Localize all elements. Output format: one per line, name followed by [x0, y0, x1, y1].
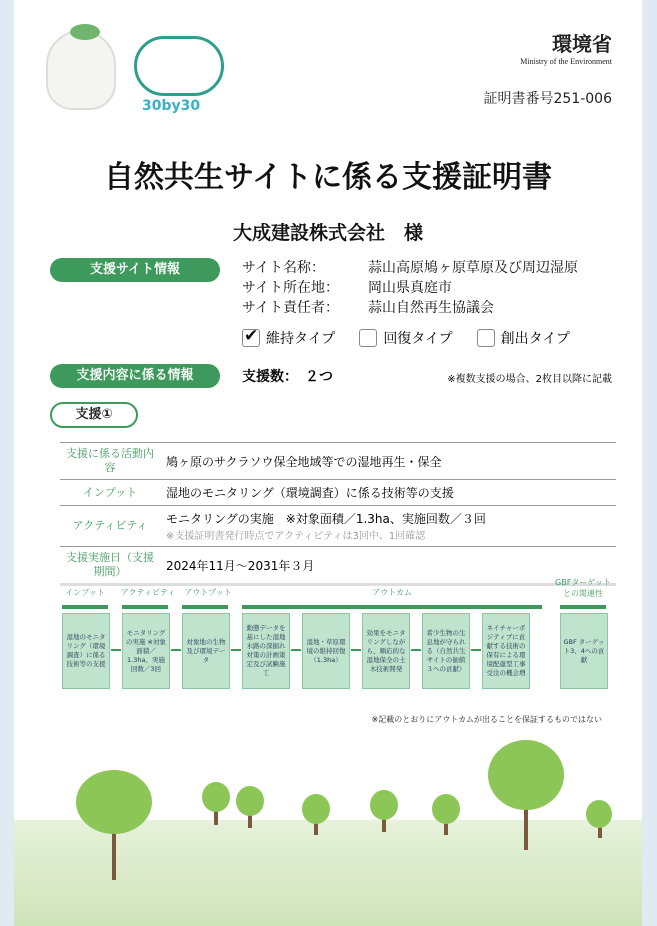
page-title: 自然共生サイトに係る支援証明書	[104, 160, 552, 195]
flow-box: 希少生物の生息地が守られる（自然共生サイトの価値３への貢献）	[422, 613, 470, 689]
tree-illustration	[370, 790, 398, 820]
row-value: 湿地のモニタリング（環境調査）に係る技術等の支援	[160, 480, 616, 506]
support-1-label: 支援①	[50, 402, 138, 428]
site-location: 岡山県真庭市	[368, 280, 452, 296]
tree-illustration	[302, 794, 330, 824]
type-label: 創出タイプ	[500, 331, 570, 347]
table-row	[60, 480, 616, 506]
site-name-label: サイト名称：	[242, 260, 326, 276]
flow-box: 湿地・草原環境の維持回復（1.3ha）	[302, 613, 350, 689]
checkbox	[477, 329, 495, 347]
row-header: アクティビティ	[60, 506, 160, 547]
certificate-number: 証明書番号251-006	[483, 91, 612, 107]
ministry-name-en: Ministry of the Environment	[520, 57, 612, 66]
site-type-checks	[242, 328, 570, 348]
landscape-ground	[14, 820, 642, 926]
table-row	[60, 443, 616, 480]
type-create	[477, 328, 570, 348]
ministry-name-jp: 環境省	[552, 32, 612, 56]
company-name: 大成建設株式会社 様	[232, 222, 423, 244]
site-manager-label: サイト責任者：	[242, 300, 340, 316]
type-maintain	[242, 328, 335, 348]
type-restore	[359, 328, 452, 348]
row-value: 2024年11月～2031年３月	[160, 547, 616, 585]
mascot-illustration	[46, 30, 116, 110]
logic-model-flow	[60, 578, 616, 693]
30by30-logo	[134, 36, 224, 96]
row-subnote: ※支援証明書発行時点でアクティビティは3回中、1回確認	[166, 531, 426, 542]
flow-label-output: アウトプット	[184, 588, 232, 597]
tree-illustration	[586, 800, 612, 828]
certificate-page	[14, 0, 642, 926]
row-value: 鳩ヶ原のサクラソウ保全地域等での湿地再生・保全	[160, 443, 616, 480]
row-header: インプット	[60, 480, 160, 506]
table-row	[60, 547, 616, 585]
site-info-label: 支援サイト情報	[50, 258, 220, 282]
outcome-disclaimer: ※記載のとおりにアウトカムが出ることを保証するものではない	[371, 715, 602, 724]
flow-box: 効果をモニタリングしながら、順応的な湿地保全の土木技術開発	[362, 613, 410, 689]
type-label: 回復タイプ	[383, 331, 453, 347]
checkbox	[359, 329, 377, 347]
flow-label-activity: アクティビティ	[120, 588, 176, 597]
row-header: 支援実施日（支援期間）	[60, 547, 160, 585]
row-header: 支援に係る活動内容	[60, 443, 160, 480]
flow-label-outcome: アウトカム	[372, 588, 412, 597]
support-info-label: 支援内容に係る情報	[50, 364, 220, 388]
flow-box: 対象地の生物及び環境データ	[182, 613, 230, 689]
flow-box: モニタリングの実施 ※対象面積／1.3ha、実施回数／3回	[122, 613, 170, 689]
ministry-logo	[520, 28, 612, 66]
tree-illustration	[432, 794, 460, 824]
type-label: 維持タイプ	[266, 331, 336, 347]
site-info	[242, 258, 578, 318]
table-row	[60, 506, 616, 547]
flow-label-gbf: GBFターゲットとの関連性	[555, 578, 611, 598]
tree-illustration	[202, 782, 230, 812]
tree-illustration	[236, 786, 264, 816]
30by30-logo-text: 30by30	[142, 98, 201, 114]
support-count: 支援数： ２つ	[242, 369, 333, 385]
support-note: ※複数支援の場合、2枚目以降に記載	[447, 374, 612, 385]
site-manager: 蒜山自然再生協議会	[368, 300, 494, 316]
checkbox-checked	[242, 329, 260, 347]
row-value: モニタリングの実施 ※対象面積／1.3ha、実施回数／３回	[166, 512, 486, 526]
site-location-label: サイト所在地：	[242, 280, 340, 296]
flow-box: 動態データを基にした湿地水路の深掘れ対策の計画策定及び試験施工	[242, 613, 290, 689]
flow-box: ネイチャーポジティブに貢献する技術の保有による環境配慮型工事受注の機会増	[482, 613, 530, 689]
flow-box: GBF ターゲット3、4への貢献	[560, 613, 608, 689]
tree-illustration	[488, 740, 564, 810]
flow-box: 湿地のモニタリング（環境調査）に係る技術等の支援	[62, 613, 110, 689]
support-table	[60, 442, 616, 586]
tree-illustration	[76, 770, 152, 834]
flow-label-input: インプット	[65, 588, 105, 597]
site-name: 蒜山高原鳩ヶ原草原及び周辺湿原	[368, 260, 578, 276]
